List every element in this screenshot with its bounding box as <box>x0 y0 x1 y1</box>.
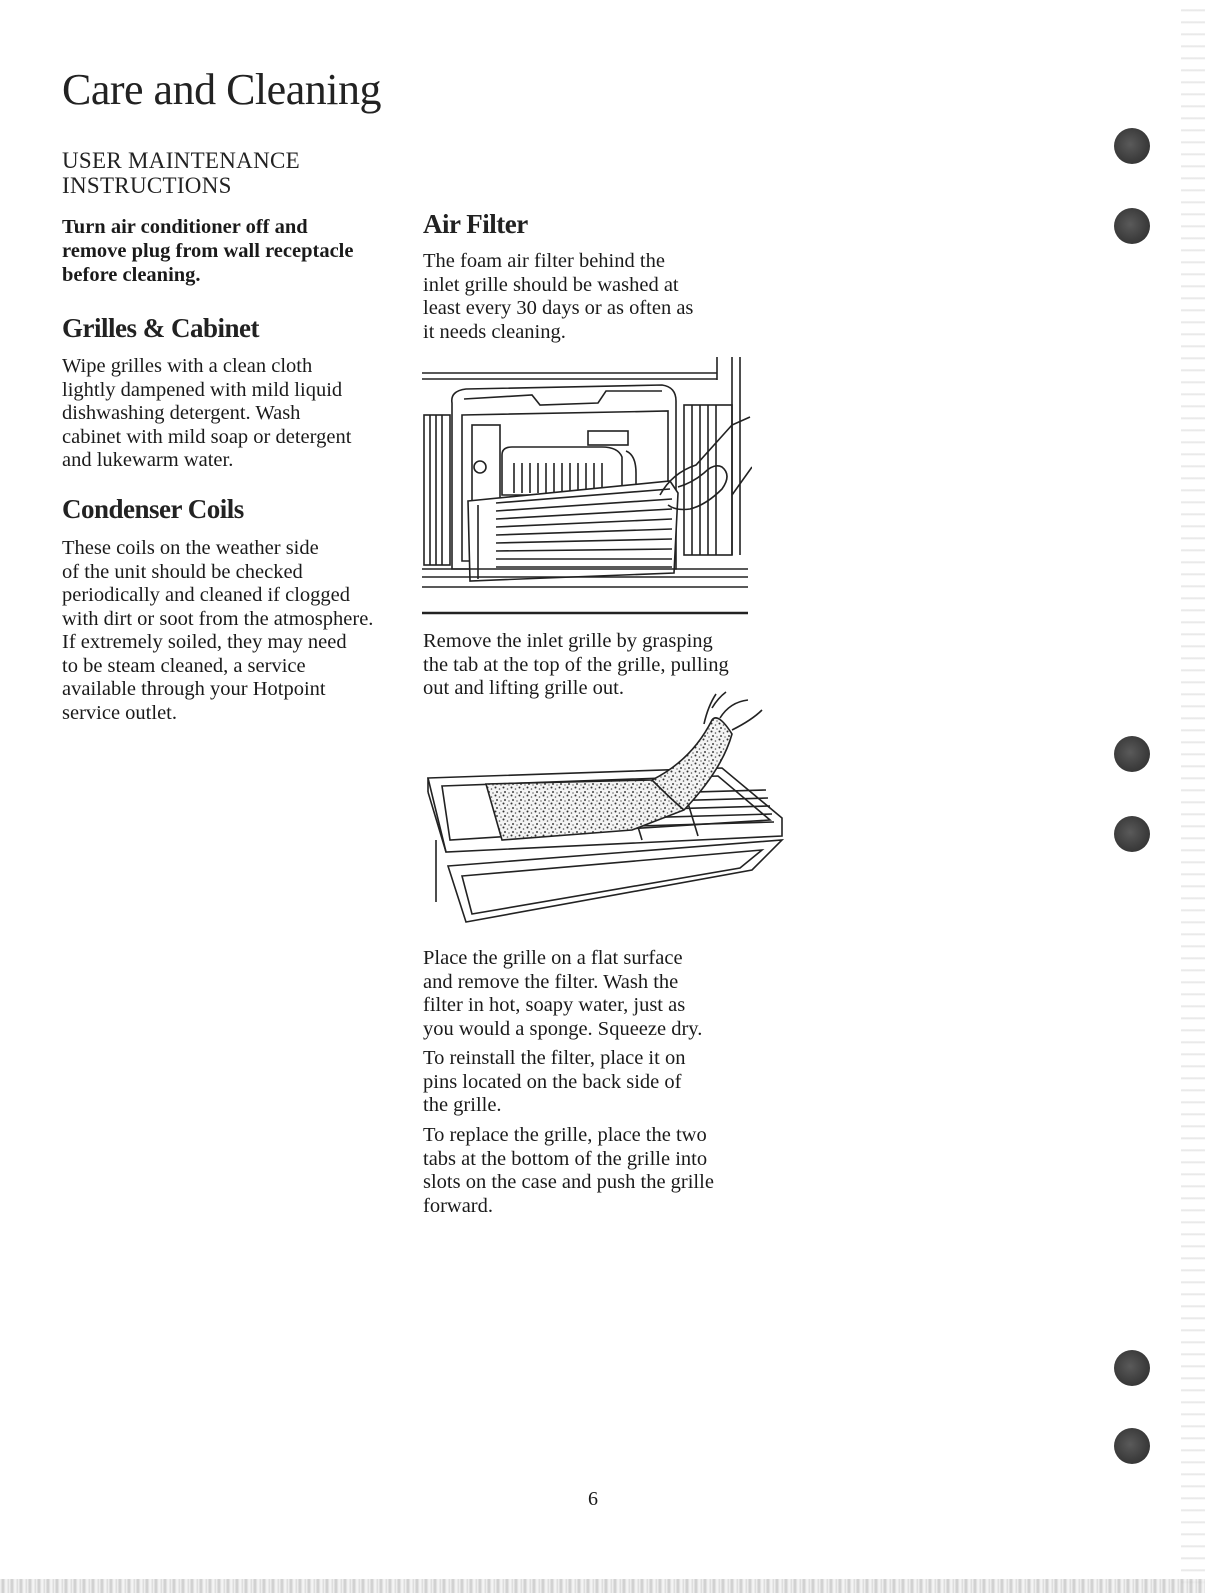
text-line: of the unit should be checked <box>62 560 303 583</box>
text-line: inlet grille should be washed at <box>423 273 679 296</box>
binder-hole <box>1114 1428 1150 1464</box>
text-line: periodically and cleaned if clogged <box>62 584 351 606</box>
text-line: least every 30 days or as often as <box>423 297 694 319</box>
section-label-line1: USER MAINTENANCE <box>62 148 300 173</box>
section-label-line2: INSTRUCTIONS <box>62 173 232 198</box>
text-line: To replace the grille, place the two <box>423 1124 707 1146</box>
scan-edge <box>1181 0 1205 1593</box>
binder-hole <box>1114 816 1150 852</box>
warning-line: before cleaning. <box>62 264 201 286</box>
safety-warning <box>62 215 382 287</box>
text-line: To reinstall the filter, place it on <box>423 1047 686 1069</box>
text-line: the tab at the top of the grille, pulling <box>423 653 729 676</box>
text-line: out and lifting grille out. <box>423 677 624 699</box>
page-number: 6 <box>588 1488 598 1510</box>
grilles-cabinet-text <box>62 355 382 473</box>
binder-hole <box>1114 208 1150 244</box>
text-line: Place the grille on a flat surface <box>423 947 683 969</box>
filter-wash-text <box>423 947 743 1041</box>
text-line: dishwashing detergent. Wash <box>62 402 301 424</box>
text-line: lightly dampened with mild liquid <box>62 378 343 401</box>
text-line: filter in hot, soapy water, just as <box>423 994 686 1016</box>
binder-hole <box>1114 736 1150 772</box>
text-line: and remove the filter. Wash the <box>423 970 679 993</box>
text-line: If extremely soiled, they may need <box>62 631 347 653</box>
text-line: These coils on the weather side <box>62 537 319 559</box>
text-line: tabs at the bottom of the grille into <box>423 1147 708 1170</box>
condenser-coils-heading: Condenser Coils <box>62 494 244 524</box>
text-line: Wipe grilles with a clean cloth <box>62 355 313 377</box>
text-line: to be steam cleaned, a service <box>62 654 306 677</box>
air-filter-text <box>423 250 743 344</box>
text-line: slots on the case and push the grille <box>423 1171 714 1193</box>
text-line: you would a sponge. Squeeze dry. <box>423 1017 703 1040</box>
text-line: and lukewarm water. <box>62 449 234 471</box>
section-label <box>62 148 362 198</box>
filter-reinstall-text <box>423 1047 743 1118</box>
text-line: The foam air filter behind the <box>423 250 665 272</box>
text-line: service outlet. <box>62 701 177 724</box>
air-filter-heading: Air Filter <box>423 209 528 239</box>
warning-line: remove plug from wall receptacle <box>62 240 354 262</box>
text-line: it needs cleaning. <box>423 320 566 343</box>
text-line: with dirt or soot from the atmosphere. <box>62 607 374 630</box>
binder-hole <box>1114 1350 1150 1386</box>
text-line: the grille. <box>423 1094 502 1116</box>
grille-removal-illustration <box>422 355 752 615</box>
text-line: available through your Hotpoint <box>62 678 326 700</box>
text-line: pins located on the back side of <box>423 1070 682 1093</box>
text-line: Remove the inlet grille by grasping <box>423 630 713 652</box>
warning-line: Turn air conditioner off and <box>62 216 308 238</box>
text-line: forward. <box>423 1194 494 1217</box>
page-title: Care and Cleaning <box>62 65 381 114</box>
scan-bottom-edge <box>0 1579 1205 1593</box>
binder-hole <box>1114 128 1150 164</box>
grille-replace-text <box>423 1124 743 1218</box>
grilles-cabinet-heading: Grilles & Cabinet <box>62 313 259 343</box>
text-line: cabinet with mild soap or detergent <box>62 425 352 448</box>
condenser-coils-text <box>62 537 392 725</box>
filter-removal-illustration <box>422 690 792 940</box>
